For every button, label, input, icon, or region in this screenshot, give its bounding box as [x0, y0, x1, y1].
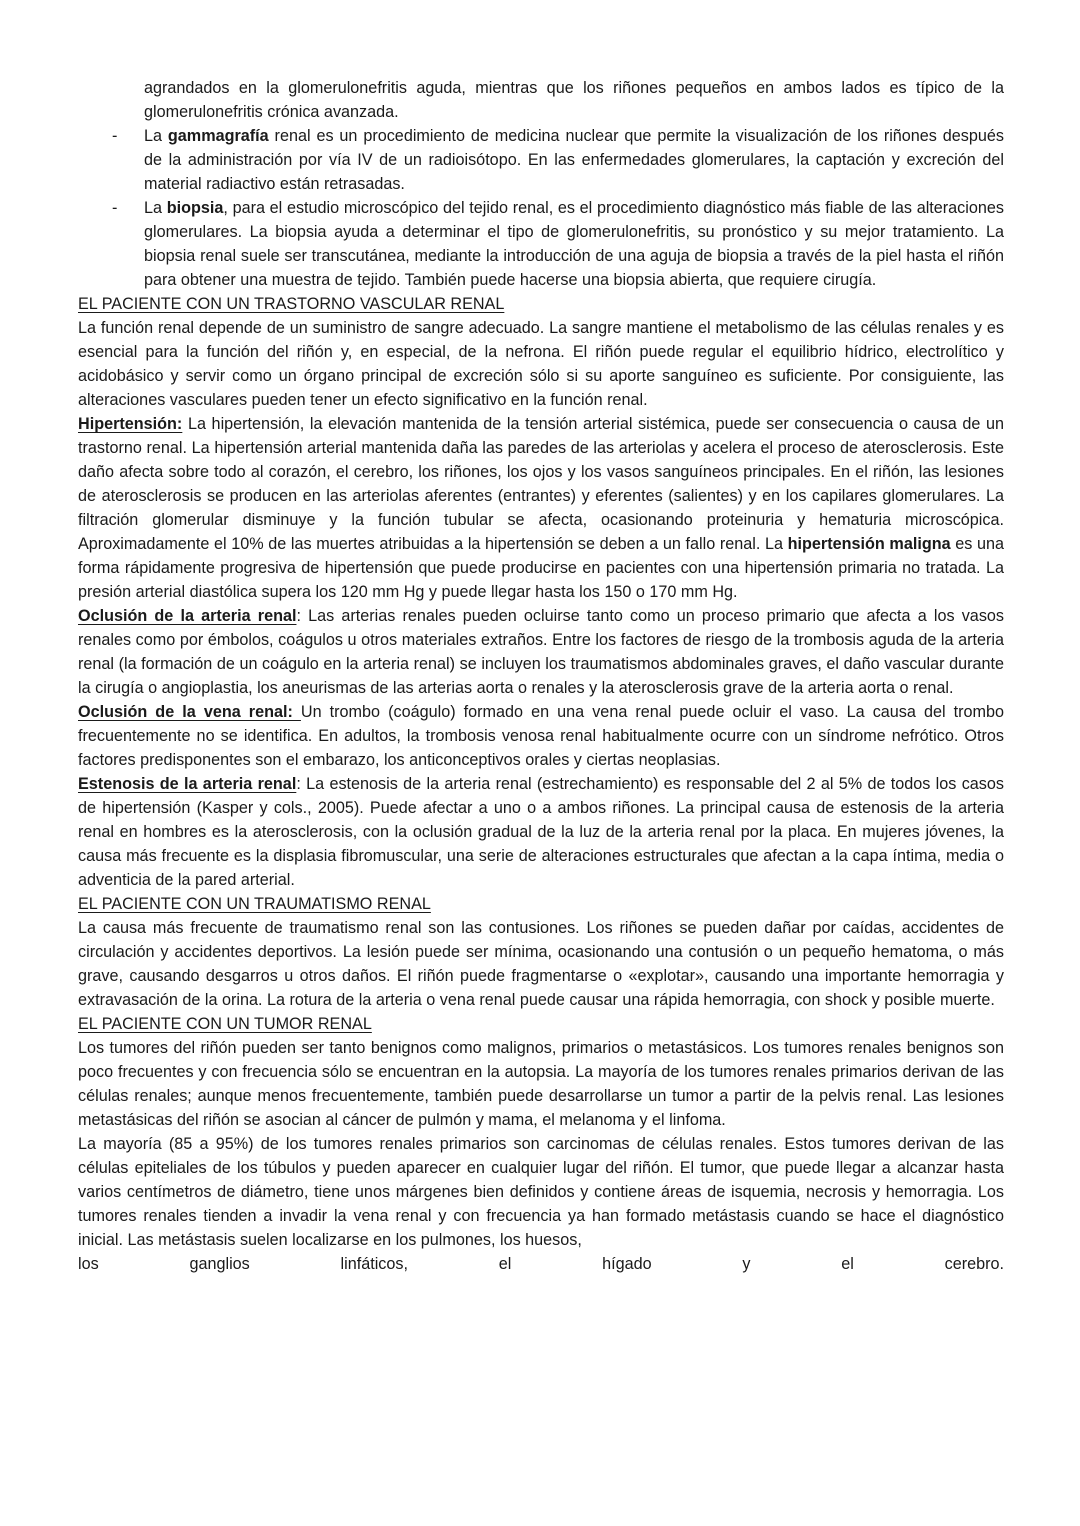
- section-heading-tumor: EL PACIENTE CON UN TUMOR RENAL: [78, 1015, 372, 1033]
- bullet-gammagrafia: - La gammagrafía renal es un procedimiento de medicina nuclear que permite la visualización de los riñones después de la administración por vía IV de un radioisótopo. En las enfermedades glomerulares, la captación y excreción del material radiactivo están retrasadas.: [78, 124, 1004, 196]
- term-oclusion-vena: Oclusión de la vena renal:: [78, 703, 301, 721]
- bullet-biopsia: - La biopsia, para el estudio microscópico del tejido renal, es el procedimiento diagnóstico más fiable de las alteraciones glomerulares. La biopsia ayuda a determinar el tipo de glomerulonefritis, su pronóstico y su mejor tratamiento. La biopsia renal suele ser transcutánea, mediante la introducción de una aguja de biopsia a través de la piel hasta el riñón para obtener una muestra de tejido. También puede hacerse una biopsia abierta, que requiere cirugía.: [78, 196, 1004, 292]
- term-estenosis: Estenosis de la arteria renal: [78, 775, 297, 793]
- bullet-dash: -: [112, 199, 118, 217]
- paragraph-traumatismo: La causa más frecuente de traumatismo renal son las contusiones. Los riñones se pueden dañar por caídas, accidentes de circulación y accidentes deportivos. La lesión puede ser mínima, ocasionando una contusión o un pequeño hematoma, o más grave, causando desgarros u otros daños. El riñón puede fragmentarse o «explotar», causando una importante hemorragia y extravasación de la orina. La rotura de la arteria o vena renal puede causar una rápida hemorragia, con shock y posible muerte.: [78, 919, 1004, 1009]
- document-page: [78, 76, 1004, 1276]
- paragraph-hipertension: Hipertensión: La hipertensión, la elevación mantenida de la tensión arterial sistémica, puede ser consecuencia o causa de un trastorno renal. La hipertensión arterial mantenida daña las paredes de las arteriolas y acelera el proceso de aterosclerosis. Este daño afecta sobre todo al corazón, el cerebro, los riñones, los ojos y los vasos sanguíneos principales. En el riñón, las lesiones de aterosclerosis se producen en las arteriolas aferentes (entrantes) y eferentes (salientes) y en los capilares glomerulares. La filtración glomerular disminuye y la función tubular se afecta, ocasionando proteinuria y hematuria microscópica. Aproximadamente el 10% de las muertes atribuidas a la hipertensión se deben a un fallo renal. La hipertensión maligna es una forma rápidamente progresiva de hipertensión que puede producirse en pacientes con una hipertensión primaria no tratada. La presión arterial diastólica supera los 120 mm Hg y puede llegar hasta los 150 o 170 mm Hg.: [78, 415, 1004, 601]
- paragraph-vascular-intro: La función renal depende de un suministro de sangre adecuado. La sangre mantiene el metabolismo de las células renales y es esencial para la función del riñón y, en especial, de la nefrona. El riñón puede regular el equilibrio hídrico, electrolítico y acidobásico y servir como un órgano principal de excreción sólo si su aporte sanguíneo es suficiente. Por consiguiente, las alteraciones vasculares pueden tener un efecto significativo en la función renal.: [78, 319, 1004, 409]
- term-gammagrafia: gammagrafía: [167, 127, 269, 145]
- paragraph-estenosis: Estenosis de la arteria renal: La estenosis de la arteria renal (estrechamiento) es responsable del 2 al 5% de todos los casos de hipertensión (Kasper y cols., 2005). Puede afectar a uno o a ambos riñones. La principal causa de estenosis de la arteria renal en hombres es la aterosclerosis, con la oclusión gradual de la luz de la arteria renal por la placa. En mujeres jóvenes, la causa más frecuente es la displasia fibromuscular, una serie de alteraciones estructurales que afectan a la capa íntima, media o adventicia de la pared arterial.: [78, 775, 1004, 889]
- term-hipertension: Hipertensión:: [78, 415, 183, 433]
- paragraph-tumor-2: La mayoría (85 a 95%) de los tumores renales primarios son carcinomas de células renales. Estos tumores derivan de las células epiteliales de los túbulos y pueden aparecer en cualquier lugar del riñón. El tumor, que puede llegar a alcanzar hasta varios centímetros de diámetro, tiene unos márgenes bien definidos y contiene áreas de isquemia, necrosis y hemorragia. Los tumores renales tienden a invadir la vena renal y con frecuencia ya han formado metástasis cuando se hace el diagnóstico inicial. Las metástasis suelen localizarse en los pulmones, los huesos,: [78, 1135, 1004, 1249]
- term-hipertension-maligna: hipertensión maligna: [787, 535, 951, 553]
- paragraph-oclusion-vena: Oclusión de la vena renal: Un trombo (coágulo) formado en una vena renal puede ocluir el vaso. La causa del trombo frecuentemente no se identifica. En adultos, la trombosis venosa renal habitualmente ocurre con un síndrome nefrótico. Otros factores predisponentes son el embarazo, los anticonceptivos orales y ciertas neoplasias.: [78, 703, 1004, 769]
- term-oclusion-arteria: Oclusión de la arteria renal: [78, 607, 297, 625]
- paragraph-oclusion-arteria: Oclusión de la arteria renal: Las arterias renales pueden ocluirse tanto como un proceso primario que afecta a los vasos renales como por émbolos, coágulos u otros materiales extraños. Entre los factores de riesgo de la trombosis aguda de la arteria renal (la formación de un coágulo en la arteria renal) se incluyen los traumatismos abdominales graves, el daño vascular durante la cirugía o angioplastia, los aneurismas de las arterias aorta o renales y la aterosclerosis grave de la arteria aorta o renal.: [78, 607, 1005, 697]
- bullet-dash: -: [112, 127, 118, 145]
- paragraph-tumor-2-last-line: los ganglios linfáticos, el hígado y el cerebro.: [78, 1255, 1004, 1273]
- term-biopsia: biopsia: [166, 199, 224, 217]
- section-heading-vascular: EL PACIENTE CON UN TRASTORNO VASCULAR RENAL: [78, 295, 505, 313]
- intro-continuation: agrandados en la glomerulonefritis aguda, mientras que los riñones pequeños en ambos lados es típico de la glomerulonefritis crónica avanzada.: [144, 79, 1004, 121]
- paragraph-tumor-1: Los tumores del riñón pueden ser tanto benignos como malignos, primarios o metastásicos. Los tumores renales benignos son poco frecuentes y con frecuencia sólo se encuentran en la autopsia. La mayoría de los tumores renales primarios derivan de las células renales; aunque menos frecuentemente, también puede desarrollarse un tumor a partir de la pelvis renal. Las lesiones metastásicas del riñón se asocian al cáncer de pulmón y mama, el melanoma y el linfoma.: [78, 1039, 1004, 1129]
- section-heading-traumatismo: EL PACIENTE CON UN TRAUMATISMO RENAL: [78, 895, 431, 913]
